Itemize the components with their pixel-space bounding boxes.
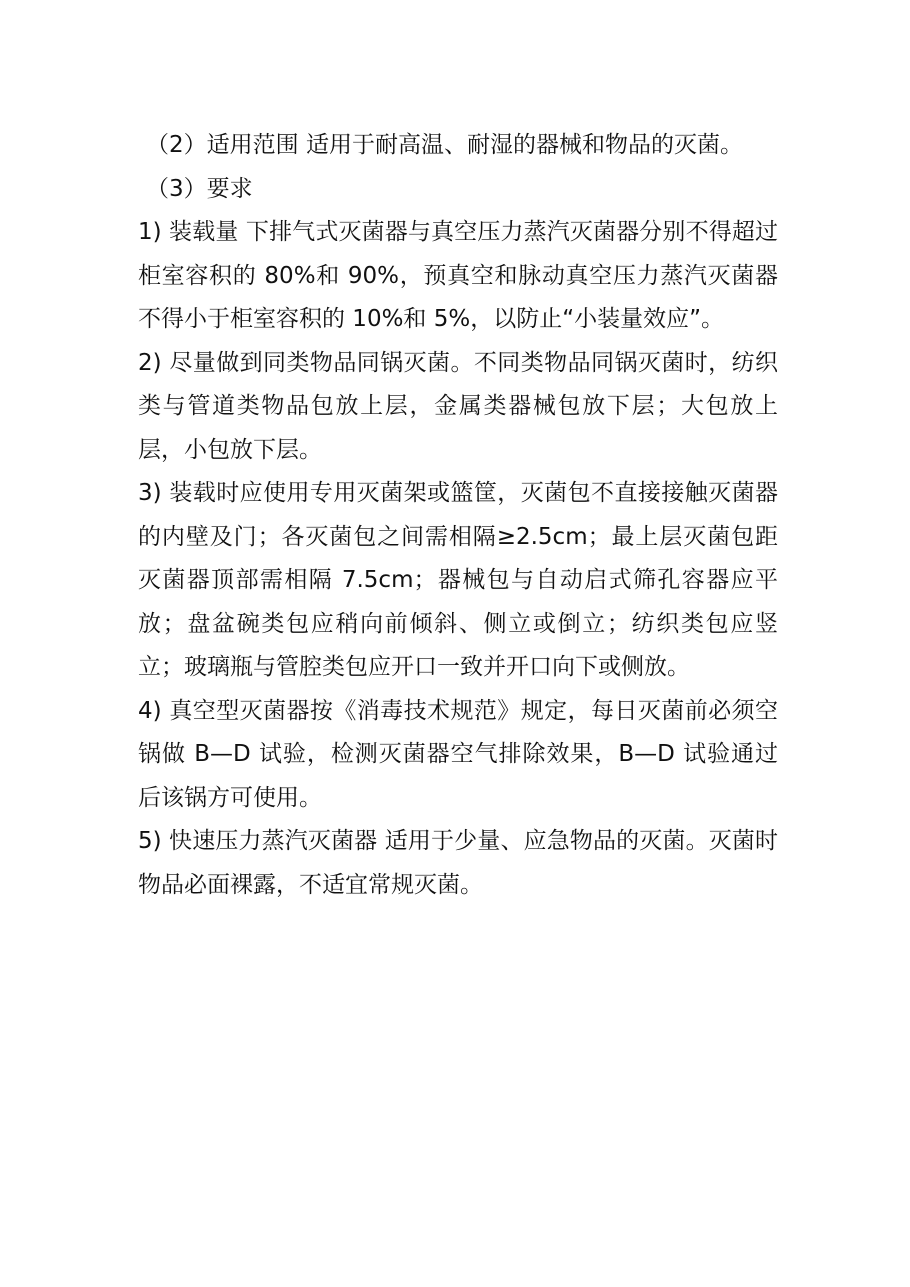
- document-body: [138, 124, 778, 907]
- paragraph-loading-rack: 3) 装载时应使用专用灭菌架或篮筐，灭菌包不直接接触灭菌器的内壁及门；各灭菌包之间需相隔≥2.5cm；最上层灭菌包距灭菌器顶部需相隔 7.5cm；器械包与自动启式筛孔容器应平放；盘盆碗类包应稍向前倾斜、侧立或倒立；纺织类包应竖立；玻璃瓶与管腔类包应开口一致并开口向下或侧放。: [138, 480, 778, 680]
- paragraph-scope: （2）适用范围 适用于耐高温、耐湿的器械和物品的灭菌。: [146, 132, 743, 158]
- paragraph-loading-amount: 1) 装载量 下排气式灭菌器与真空压力蒸汽灭菌器分别不得超过柜室容积的 80%和 90%，预真空和脉动真空压力蒸汽灭菌器不得小于柜室容积的 10%和 5%，以防止“小装量效应”。: [138, 219, 778, 332]
- paragraph-requirements-heading: （3）要求: [146, 175, 253, 202]
- paragraph-bd-test: 4) 真空型灭菌器按《消毒技术规范》规定，每日灭菌前必须空锅做 B—D 试验，检测灭菌器空气排除效果，B—D 试验通过后该锅方可使用。: [138, 697, 778, 811]
- paragraph-same-type-items: 2) 尽量做到同类物品同锅灭菌。不同类物品同锅灭菌时，纺织类与管道类物品包放上层，金属类器械包放下层；大包放上层，小包放下层。: [138, 349, 778, 463]
- paragraph-rapid-sterilizer: 5) 快速压力蒸汽灭菌器 适用于少量、应急物品的灭菌。灭菌时物品必面裸露，不适宜常规灭菌。: [138, 828, 778, 898]
